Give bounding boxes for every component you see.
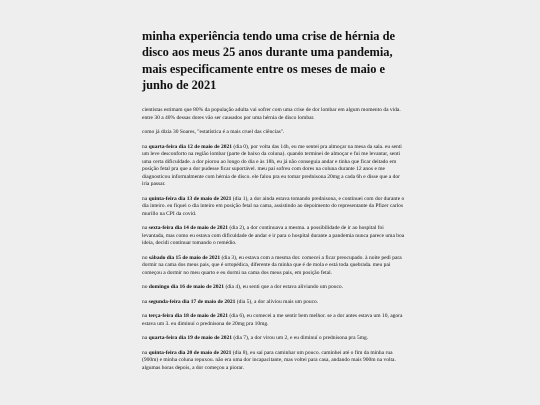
entry-text: (dia 0), por volta das 14h, eu me sentei pra almoçar na mesa da sala. eu senti um leve desconforto na região lombar (parte de baixo da coluna). quando terminei de almoçar e fui me levantar, senti uma certa dificuldade. a dor piorou ao longo do dia e às 18h, eu já não conseguia andar e tinha que ficar deitado em posição fetal pra que a dor pudesse ficar suportável. meu pai sofreu com dores na coluna durante 12 anos e me diagnosticou informalmente com hérnia de disco. ele falou pra eu tomar prednisona 20mg a cada 6h e disse que a dor iria passar. bbox=[142, 143, 402, 188]
entry-prefix: na bbox=[142, 298, 149, 305]
entry-date: quarta-feira dia 19 de maio de 2021 bbox=[148, 335, 232, 342]
entry-date: sábado dia 15 de maio de 2021 bbox=[148, 254, 221, 261]
entry-text: (dia 8), eu saí para caminhar um pouco. caminhei até o fim da minha rua (900m) e minha coluna repuxou. não era uma dor incapacitante, mas voltei para casa, andando mais 900m na volta. algumas horas depois, a dor começou a piorar. bbox=[142, 349, 396, 371]
entry-text: (dia 4), eu senti que a dor estava aliviando um pouco. bbox=[224, 284, 344, 291]
intro-paragraph: cientistas estimam que 80% da população adulta vai sofrer com uma crise de dor lombar em algum momento da vida. entre 30 a 40% dessas dores vão ser causados por uma hérnia de disco lombar. bbox=[142, 107, 401, 121]
entry-text: (dia 1), a dor ainda estava tomando prednisona, e continuei com dor durante o dia inteiro. eu fiquei o dia inteiro em posição fetal na cama, assistindo ao depoimento do representante da Pfizer carlos murillo na CPI da covid. bbox=[142, 195, 405, 217]
article bbox=[142, 28, 405, 379]
diary-entry bbox=[142, 255, 405, 278]
entry-date: domingo dia 16 de maio de 2021 bbox=[148, 284, 225, 291]
diary-entry bbox=[142, 335, 405, 343]
entry-date: segunda-feira dia 17 de maio de 2021 bbox=[148, 298, 236, 305]
entry-prefix: no bbox=[142, 254, 149, 261]
entry-date: sexta-feira dia 14 de maio de 2021 bbox=[148, 225, 229, 232]
entry-text: (dia 5), a dor aliviou mais um pouco. bbox=[235, 298, 319, 305]
entry-prefix: na bbox=[142, 143, 149, 150]
entry-prefix: na bbox=[142, 335, 149, 342]
entry-text: (dia 2), a dor continuava a mesma. a possibilidade de ir ao hospital foi levantada, mas como eu estava com dificuldade de andar e ir para o hospital durante a pandemia nunca parece uma boa ideia, decidi continuar tomando o remédio. bbox=[142, 225, 405, 247]
entry-prefix: na bbox=[142, 195, 149, 202]
entry-prefix: na bbox=[142, 313, 149, 320]
diary-entry bbox=[142, 299, 405, 307]
entry-date: quarta-feira dia 12 de maio de 2021 bbox=[148, 143, 232, 150]
entry-prefix: no bbox=[142, 284, 149, 291]
article-title: minha experiência tendo uma crise de hérnia de disco aos meus 25 anos durante uma pandemia, mais especificamente entre os meses de maio e junho de 2021 bbox=[142, 29, 395, 92]
diary-entry bbox=[142, 350, 405, 373]
entry-date: quinta-feira dia 13 de maio de 2021 bbox=[148, 195, 232, 202]
entry-prefix: na bbox=[142, 349, 149, 356]
entry-prefix: na bbox=[142, 225, 149, 232]
entry-text: (dia 3), eu estava com a mesma dor. comecei a ficar preocupado. à noite pedi para dormir na cama dos meus pais, que é ortopédica, diferente da minha que é de mola e está toda quebrada. meu pai começou a dormir no meu quarto e eu dormi na cama dos meus pais, em posição fetal. bbox=[142, 254, 402, 276]
entry-date: terça-feira dia 18 de maio de 2021 bbox=[148, 313, 229, 320]
diary-entry bbox=[142, 313, 405, 328]
diary-entry bbox=[142, 196, 405, 219]
diary-entry bbox=[142, 284, 405, 292]
diary-entry bbox=[142, 144, 405, 189]
entry-date: quinta-feira dia 20 de maio de 2021 bbox=[148, 349, 232, 356]
entry-text: (dia 7), a dor virou um 2, e eu diminuí o prednisona pra 5mg. bbox=[232, 335, 369, 342]
diary-entry bbox=[142, 225, 405, 248]
intro-quote: como já dizia 30 Soares, "estatística é a mais cruel das ciências". bbox=[142, 129, 285, 136]
entry-text: (dia 6), eu comecei a me sentir bem melhor. se a dor antes estava um 10, agora estava um 3. eu diminuí o prednisona de 20mg pra 10mg. bbox=[142, 313, 403, 327]
